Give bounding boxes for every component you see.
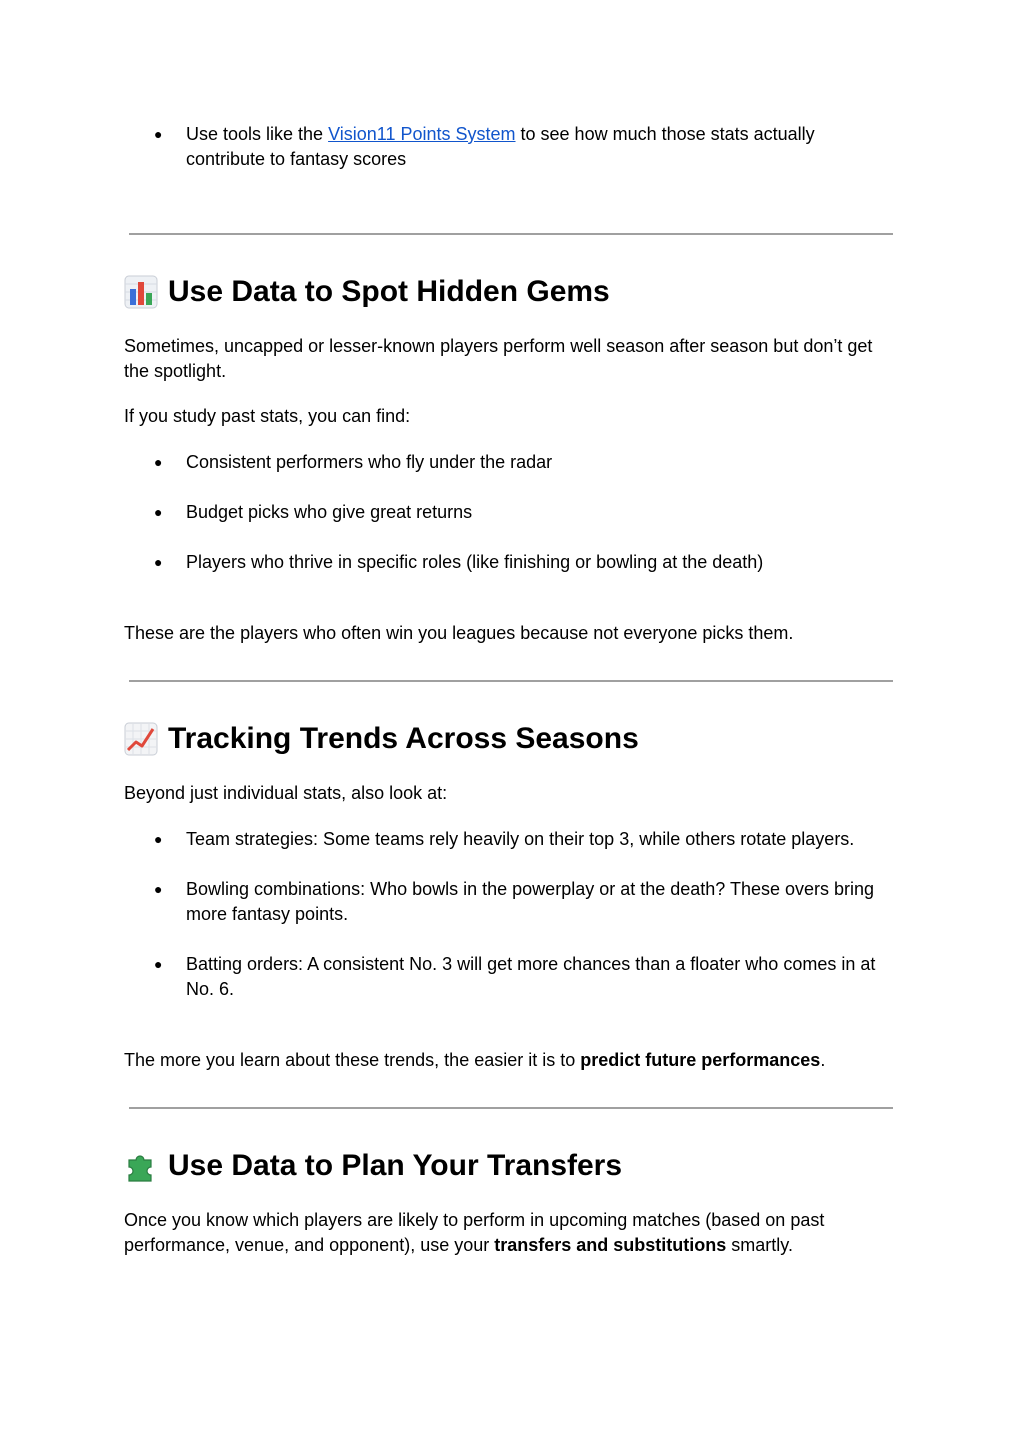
list-item [124,500,894,525]
horizontal-rule [129,680,893,682]
trending-up-chart-icon [124,722,158,756]
list-item [124,952,894,1002]
bullet: ● [154,956,163,972]
paragraph [124,1048,894,1073]
section-heading [124,721,894,757]
horizontal-rule [129,233,893,235]
section-trends [124,721,894,757]
paragraph-text: Once you know which players are likely to perform in upcoming matches (based on past performance, venue, and opponent), use your [124,1210,825,1255]
paragraph-text: smartly. [726,1235,793,1255]
bold-text: predict future performances [580,1050,821,1070]
paragraph: Beyond just individual stats, also look at: [124,783,448,803]
list-item-text: Batting orders: A consistent No. 3 will get more chances than a floater who comes in at No. 6. [186,954,876,999]
bar-chart-icon [124,275,158,309]
gems-list [124,450,894,475]
bullet: ● [154,881,163,897]
trends-list [124,877,894,927]
bullet: ● [154,554,163,570]
section-title: Tracking Trends Across Seasons [168,722,639,755]
list-item [124,450,894,475]
intro-list [124,122,894,172]
list-item [124,122,894,172]
paragraph: These are the players who often win you leagues because not everyone picks them. [124,623,794,643]
list-item [124,877,894,927]
gems-list [124,500,894,525]
list-item-text: Use tools like the [186,124,329,144]
section-heading [124,1148,894,1184]
list-item-text: Team strategies: Some teams rely heavily on their top 3, while others rotate players. [186,829,855,849]
puzzle-piece-icon [124,1149,158,1183]
paragraph-text: The more you learn about these trends, the easier it is to [124,1050,581,1070]
list-item [124,550,894,575]
list-item-text: Bowling combinations: Who bowls in the powerplay or at the death? These overs bring more fantasy points. [186,879,875,924]
trends-list [124,952,894,1002]
paragraph: Sometimes, uncapped or lesser-known players perform well season after season but don’t get the spotlight. [124,336,873,381]
bullet: ● [154,831,163,847]
vision11-points-system-link[interactable]: Vision11 Points System [328,124,516,144]
paragraph [124,1208,894,1258]
paragraph: If you study past stats, you can find: [124,406,411,426]
bullet: ● [154,126,163,142]
bullet: ● [154,454,163,470]
paragraph-text: . [820,1050,826,1070]
horizontal-rule [129,1107,893,1109]
list-item-text: Players who thrive in specific roles (like finishing or bowling at the death) [186,552,764,572]
list-item-text: Budget picks who give great returns [186,502,473,522]
list-item-text: to see how much those stats actually contribute to fantasy scores [186,124,815,169]
section-hidden-gems [124,274,894,310]
section-transfers [124,1148,894,1184]
bullet: ● [154,504,163,520]
section-heading [124,274,894,310]
list-item [124,827,894,852]
trends-list [124,827,894,852]
bold-text: transfers and substitutions [494,1235,727,1255]
list-item-text: Consistent performers who fly under the radar [186,452,553,472]
section-title: Use Data to Plan Your Transfers [168,1149,623,1182]
section-title: Use Data to Spot Hidden Gems [168,275,610,308]
gems-list [124,550,894,575]
